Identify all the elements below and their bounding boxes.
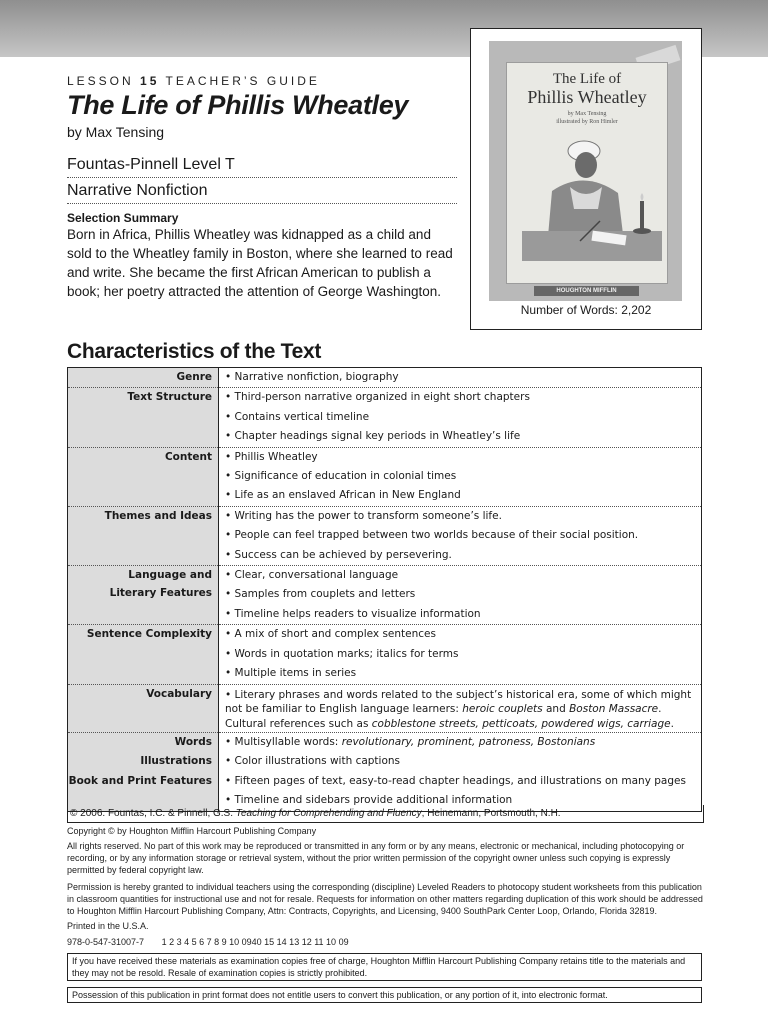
- guide-header: [67, 74, 457, 301]
- list-item: • Contains vertical timeline: [225, 410, 370, 423]
- table-row: [68, 447, 702, 506]
- table-row: [68, 752, 702, 771]
- printing-line: 1 2 3 4 5 6 7 8 9 10 0940 15 14 13 12 11 10 09: [161, 937, 349, 947]
- list-item: [225, 685, 701, 733]
- vocabulary-text: . Cultural references such as: [225, 703, 662, 730]
- vocabulary-term: heroic couplets: [462, 703, 543, 715]
- row-label-sentence-complexity: Sentence Complexity: [86, 628, 212, 641]
- row-label-language: Language and: [128, 569, 212, 582]
- lesson-number: 15: [140, 74, 160, 88]
- list-item: • Writing has the power to transform someone’s life.: [225, 509, 502, 522]
- cover-portrait-illustration: [522, 131, 662, 261]
- vocabulary-term: cobblestone streets, petticoats, powdered wigs, carriage: [371, 717, 671, 730]
- permission-notice: Permission is hereby granted to individual teachers using the corresponding (discipline) Leveled Readers to photocopy student worksheets from this publication in classroom quantities for instructional use and not for resale. Requests for information on other matters regarding duplication of this work should be addressed to Houghton Mifflin Harcourt Publishing Company, Attn: Contracts, Copyrights, and Licensing, 9400 SouthPark Center Loop, Orlando, Florida 32819.: [67, 882, 703, 916]
- copyright-line: Copyright © by Houghton Mifflin Harcourt Publishing Company: [67, 826, 317, 836]
- lesson-prefix: LESSON: [67, 74, 134, 88]
- list-item: [225, 733, 701, 752]
- table-row: [68, 368, 702, 388]
- book-cover-panel: [470, 28, 702, 330]
- list-item: • Words in quotation marks; italics for terms: [225, 647, 459, 660]
- book-cover-image: [489, 41, 682, 301]
- row-label-vocabulary: Vocabulary: [146, 687, 212, 700]
- row-label-content: Content: [164, 450, 212, 463]
- fountas-pinnell-citation: [67, 805, 704, 823]
- examination-copy-notice: If you have received these materials as examination copies free of charge, Houghton Mifflin Harcourt Publishing Company retains title to the materials and they may not be resold. Resale of examination copies is strictly prohibited.: [67, 953, 702, 981]
- row-label-genre: Genre: [176, 371, 212, 383]
- printed-in: Printed in the U.S.A.: [67, 921, 149, 931]
- list-item: • A mix of short and complex sentences: [225, 628, 436, 641]
- cover-publisher: HOUGHTON MIFFLIN: [534, 286, 639, 296]
- book-genre: Narrative Nonfiction: [67, 178, 457, 204]
- list-item: • Narrative nonfiction, biography: [225, 371, 399, 383]
- cover-parchment: [507, 63, 667, 283]
- vocabulary-text: and: [542, 703, 570, 715]
- table-row: [68, 388, 702, 447]
- list-item: • Fifteen pages of text, easy-to-read chapter headings, and illustrations on many pages: [225, 774, 686, 787]
- list-item: • Significance of education in colonial times: [225, 470, 457, 483]
- characteristics-table: [67, 367, 702, 812]
- list-item: • Third-person narrative organized in eight short chapters: [225, 391, 530, 404]
- word-count: Number of Words: 2,202: [520, 303, 652, 317]
- vocabulary-term: Boston Massacre: [569, 703, 659, 715]
- cover-illustrator: illustrated by Ron Himler: [556, 119, 618, 125]
- list-item: • Chapter headings signal key periods in Wheatley’s life: [225, 430, 521, 443]
- table-row: [68, 566, 702, 625]
- cover-author: by Max Tensing: [567, 111, 607, 117]
- list-item: • Clear, conversational language: [225, 569, 399, 582]
- table-row: [68, 625, 702, 684]
- list-item: • Phillis Wheatley: [225, 450, 318, 463]
- electronic-format-notice: Possession of this publication in print format does not entitle users to convert this publication, or any portion of it, into electronic format.: [67, 987, 702, 1003]
- list-item: • Timeline and sidebars provide additional information: [225, 794, 513, 807]
- book-title: The Life of Phillis Wheatley: [67, 90, 409, 120]
- row-label-illustrations: Illustrations: [140, 755, 212, 768]
- isbn: 978-0-547-31007-7: [67, 937, 145, 947]
- fountas-pinnell-level: Fountas-Pinnell Level T: [67, 152, 457, 178]
- words-terms: revolutionary, prominent, patroness, Bostonians: [341, 736, 596, 748]
- list-item: • People can feel trapped between two worlds because of their social position.: [225, 529, 639, 542]
- row-label-literary-features: Literary Features: [109, 586, 212, 599]
- list-item: • Color illustrations with captions: [225, 755, 401, 768]
- lesson-suffix: TEACHER’S GUIDE: [165, 74, 320, 88]
- list-item: • Life as an enslaved African in New England: [225, 489, 461, 502]
- isbn-line: [67, 936, 707, 948]
- selection-summary: Born in Africa, Phillis Wheatley was kidnapped as a child and sold to the Wheatley family in Boston, where she learned to read and write. She became the first African American to publish a book; her poetry attracted the attention of George Washington.: [67, 227, 453, 299]
- row-label-book-print-features: Book and Print Features: [68, 774, 212, 787]
- book-author: by Max Tensing: [67, 124, 165, 140]
- row-label-text-structure: Text Structure: [127, 391, 212, 404]
- list-item: • Success can be achieved by persevering.: [225, 548, 452, 561]
- row-label-words: Words: [174, 736, 212, 748]
- cover-title-line1: The Life of: [552, 71, 622, 87]
- list-item: • Samples from couplets and letters: [225, 588, 416, 601]
- citation-title: Teaching for Comprehending and Fluency: [235, 808, 422, 819]
- table-row: [68, 684, 702, 733]
- selection-summary-heading: Selection Summary: [67, 211, 179, 225]
- characteristics-heading: Characteristics of the Text: [67, 340, 322, 363]
- cover-title-line2: Phillis Wheatley: [527, 87, 647, 107]
- rights-notice: All rights reserved. No part of this work may be reproduced or transmitted in any form or by any means, electronic or mechanical, including photocopying or recording, or by any information storage or retrieval system, without the prior written permission of the copyright owner unless such copying is expressly permitted by federal copyright law.: [67, 841, 685, 875]
- table-row: [68, 506, 702, 565]
- lesson-label: [67, 74, 457, 88]
- table-row: [68, 733, 702, 753]
- vocabulary-text: .: [670, 717, 674, 730]
- citation-text: , Heinemann, Portsmouth, N.H.: [421, 808, 561, 819]
- list-item: • Timeline helps readers to visualize information: [225, 607, 481, 620]
- words-prefix: • Multisyllable words:: [225, 736, 342, 748]
- list-item: • Multiple items in series: [225, 667, 357, 680]
- vocabulary-text: • Literary phrases and words related to the subject’s historical era, some of which might not be familiar to English language learners:: [225, 688, 692, 715]
- row-label-themes: Themes and Ideas: [104, 509, 212, 522]
- citation-text: © 2006. Fountas, I.C. & Pinnell, G.S.: [70, 808, 236, 819]
